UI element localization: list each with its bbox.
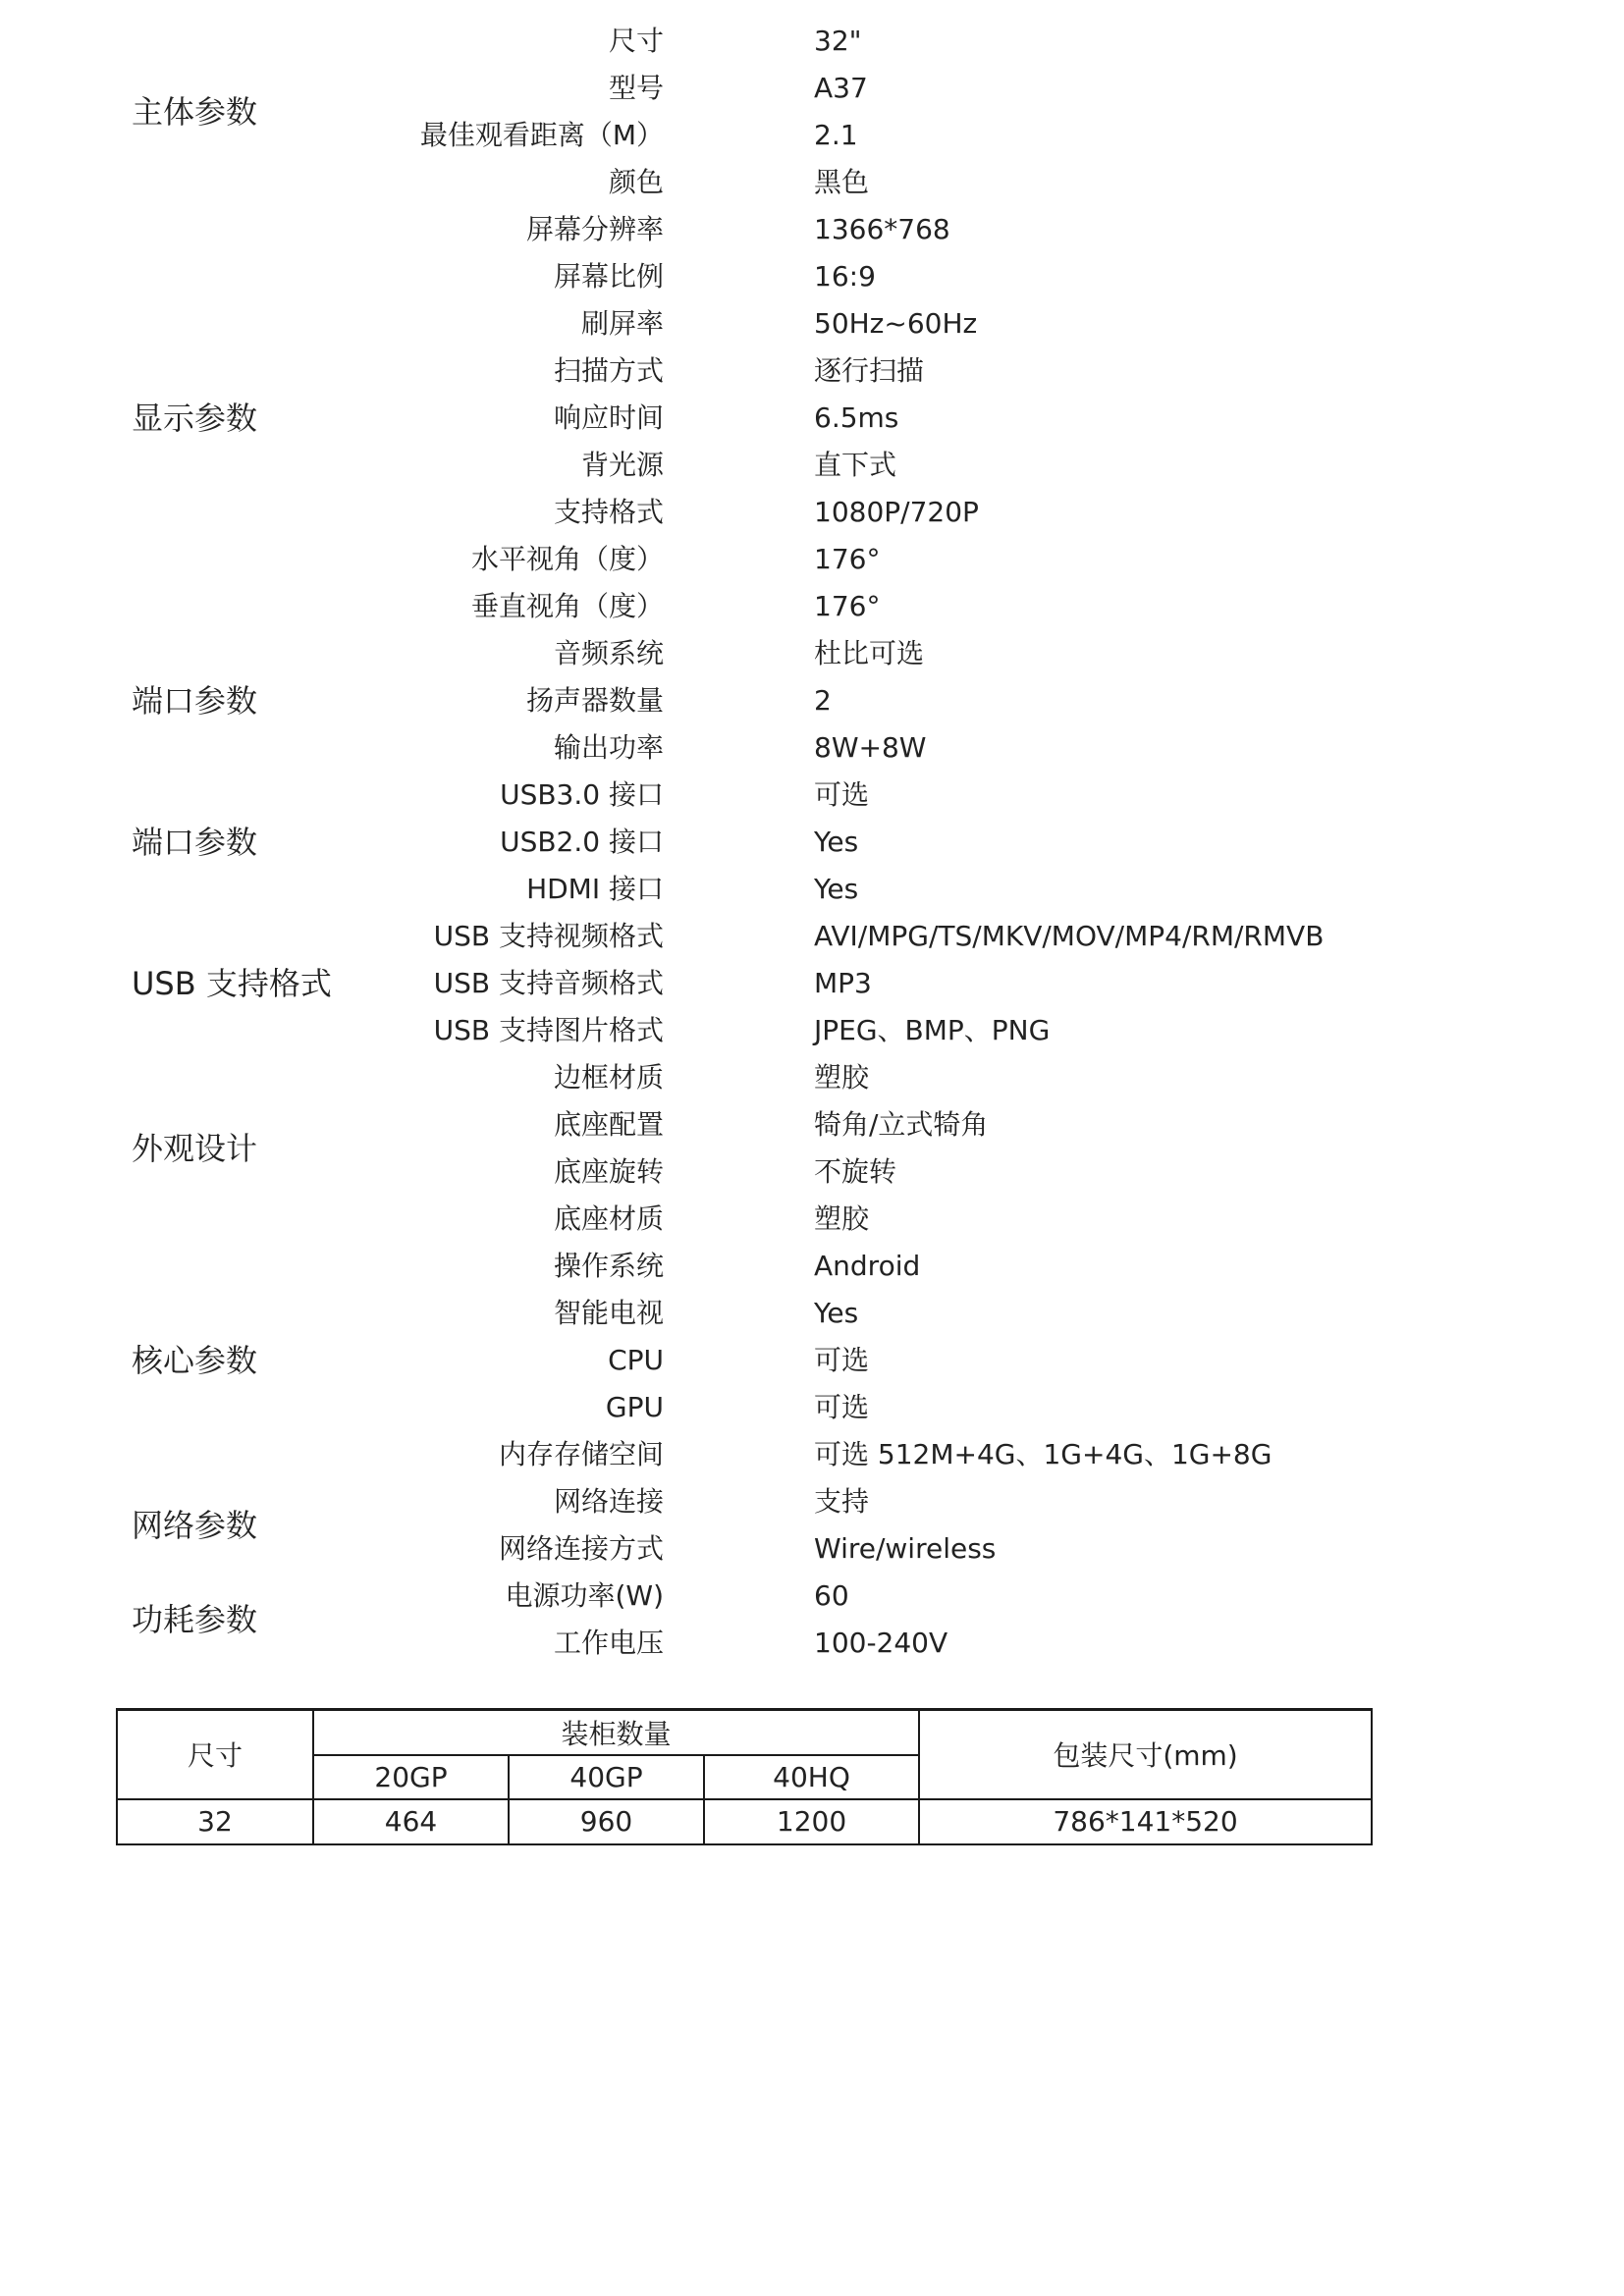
spec-value: 可选 xyxy=(814,1344,870,1376)
table-header-size: 尺寸 xyxy=(117,1710,313,1799)
spec-label: 背光源 xyxy=(580,449,664,481)
spec-row xyxy=(0,724,1624,772)
spec-row xyxy=(0,442,1624,489)
spec-row xyxy=(0,159,1624,206)
spec-label: 垂直视角（度） xyxy=(470,590,664,622)
spec-value: 60 xyxy=(814,1579,849,1612)
spec-label: 边框材质 xyxy=(553,1061,664,1094)
table-header-package: 包装尺寸(mm) xyxy=(919,1710,1372,1799)
spec-group-title: 端口参数 xyxy=(132,824,258,861)
table-cell-size: 32 xyxy=(117,1799,313,1844)
spec-label: 尺寸 xyxy=(608,25,664,57)
spec-label: 扬声器数量 xyxy=(525,684,664,717)
spec-value: 可选 xyxy=(814,1391,870,1423)
spec-label: 支持格式 xyxy=(553,496,664,528)
spec-label: 屏幕分辨率 xyxy=(525,213,664,245)
spec-value: 8W+8W xyxy=(814,731,927,764)
spec-value: 可选 512M+4G、1G+4G、1G+8G xyxy=(814,1438,1272,1470)
spec-row xyxy=(0,583,1624,630)
spec-row xyxy=(0,1054,1624,1101)
spec-label: 水平视角（度） xyxy=(470,543,664,575)
spec-value: 直下式 xyxy=(814,449,897,481)
spec-value: 2 xyxy=(814,684,832,717)
spec-label: 智能电视 xyxy=(553,1297,664,1329)
table-row xyxy=(117,1799,1372,1844)
spec-value: 犄角/立式犄角 xyxy=(814,1108,989,1141)
table-header-qty: 装柜数量 xyxy=(313,1710,919,1755)
spec-label: USB2.0 接口 xyxy=(500,826,664,858)
spec-row xyxy=(0,536,1624,583)
spec-row xyxy=(0,18,1624,65)
table-subheader-40gp: 40GP xyxy=(509,1755,704,1799)
spec-row xyxy=(0,866,1624,913)
spec-row xyxy=(0,1196,1624,1243)
spec-value: Yes xyxy=(814,826,859,858)
spec-value: 100-240V xyxy=(814,1627,948,1659)
spec-row xyxy=(0,772,1624,819)
spec-label: 底座旋转 xyxy=(553,1155,664,1188)
spec-row xyxy=(0,1007,1624,1054)
spec-value: Android xyxy=(814,1250,921,1282)
table-cell-40gp: 960 xyxy=(509,1799,704,1844)
spec-value: MP3 xyxy=(814,967,872,999)
table-subheader-20gp: 20GP xyxy=(313,1755,509,1799)
spec-label: USB3.0 接口 xyxy=(500,778,664,811)
spec-label: 底座配置 xyxy=(553,1108,664,1141)
spec-value: 176° xyxy=(814,543,881,575)
spec-group-title: 功耗参数 xyxy=(132,1601,258,1638)
spec-row xyxy=(0,347,1624,395)
spec-label: 操作系统 xyxy=(553,1250,664,1282)
spec-value: 逐行扫描 xyxy=(814,354,925,387)
spec-value: 黑色 xyxy=(814,166,870,198)
spec-value: 16:9 xyxy=(814,260,876,293)
spec-value: 32" xyxy=(814,25,862,57)
spec-row xyxy=(0,206,1624,253)
spec-label: HDMI 接口 xyxy=(526,873,664,905)
spec-group-title: 端口参数 xyxy=(132,682,258,720)
spec-group-title: 网络参数 xyxy=(132,1507,258,1544)
spec-label: 响应时间 xyxy=(553,401,664,434)
spec-value: AVI/MPG/TS/MKV/MOV/MP4/RM/RMVB xyxy=(814,920,1325,952)
spec-label: 最佳观看距离（M） xyxy=(419,119,664,151)
spec-row xyxy=(0,1384,1624,1431)
table-cell-40hq: 1200 xyxy=(704,1799,919,1844)
spec-value: 50Hz~60Hz xyxy=(814,307,978,340)
spec-value: A37 xyxy=(814,72,868,104)
spec-label: GPU xyxy=(605,1391,664,1423)
spec-group-title: 主体参数 xyxy=(132,93,258,131)
spec-label: 型号 xyxy=(608,72,664,104)
spec-value: 2.1 xyxy=(814,119,858,151)
table-cell-package: 786*141*520 xyxy=(919,1799,1372,1844)
spec-label: 电源功率(W) xyxy=(505,1579,664,1612)
spec-value: 塑胶 xyxy=(814,1202,870,1235)
spec-label: CPU xyxy=(608,1344,664,1376)
spec-value: 支持 xyxy=(814,1485,870,1518)
spec-value: 杜比可选 xyxy=(814,637,925,669)
spec-label: 网络连接方式 xyxy=(498,1532,664,1565)
spec-label: 输出功率 xyxy=(553,731,664,764)
spec-label: USB 支持视频格式 xyxy=(433,920,664,952)
spec-value: JPEG、BMP、PNG xyxy=(814,1014,1051,1046)
spec-label: 扫描方式 xyxy=(553,354,664,387)
spec-value: 1080P/720P xyxy=(814,496,979,528)
spec-label: 音频系统 xyxy=(553,637,664,669)
spec-group-title: 外观设计 xyxy=(132,1130,258,1167)
spec-row xyxy=(0,489,1624,536)
table-cell-20gp: 464 xyxy=(313,1799,509,1844)
spec-row xyxy=(0,1243,1624,1290)
spec-label: 颜色 xyxy=(608,166,664,198)
spec-row xyxy=(0,253,1624,300)
spec-value: Yes xyxy=(814,873,859,905)
spec-label: USB 支持音频格式 xyxy=(433,967,664,999)
spec-value: Yes xyxy=(814,1297,859,1329)
container-table xyxy=(116,1708,1373,1845)
spec-group-title: USB 支持格式 xyxy=(132,965,332,1002)
spec-row xyxy=(0,913,1624,960)
spec-label: USB 支持图片格式 xyxy=(433,1014,664,1046)
table-subheader-40hq: 40HQ xyxy=(704,1755,919,1799)
spec-group-title: 核心参数 xyxy=(132,1342,258,1379)
spec-row xyxy=(0,300,1624,347)
spec-row xyxy=(0,1290,1624,1337)
spec-label: 刷屏率 xyxy=(580,307,664,340)
spec-value: 176° xyxy=(814,590,881,622)
spec-label: 内存存储空间 xyxy=(498,1438,664,1470)
spec-value: 1366*768 xyxy=(814,213,950,245)
spec-row xyxy=(0,630,1624,677)
spec-value: 可选 xyxy=(814,778,870,811)
spec-value: 塑胶 xyxy=(814,1061,870,1094)
spec-label: 工作电压 xyxy=(553,1627,664,1659)
spec-value: Wire/wireless xyxy=(814,1532,997,1565)
spec-label: 底座材质 xyxy=(553,1202,664,1235)
spec-value: 不旋转 xyxy=(814,1155,897,1188)
spec-row xyxy=(0,1431,1624,1478)
spec-group-title: 显示参数 xyxy=(132,400,258,437)
spec-value: 6.5ms xyxy=(814,401,899,434)
spec-label: 网络连接 xyxy=(553,1485,664,1518)
spec-label: 屏幕比例 xyxy=(553,260,664,293)
